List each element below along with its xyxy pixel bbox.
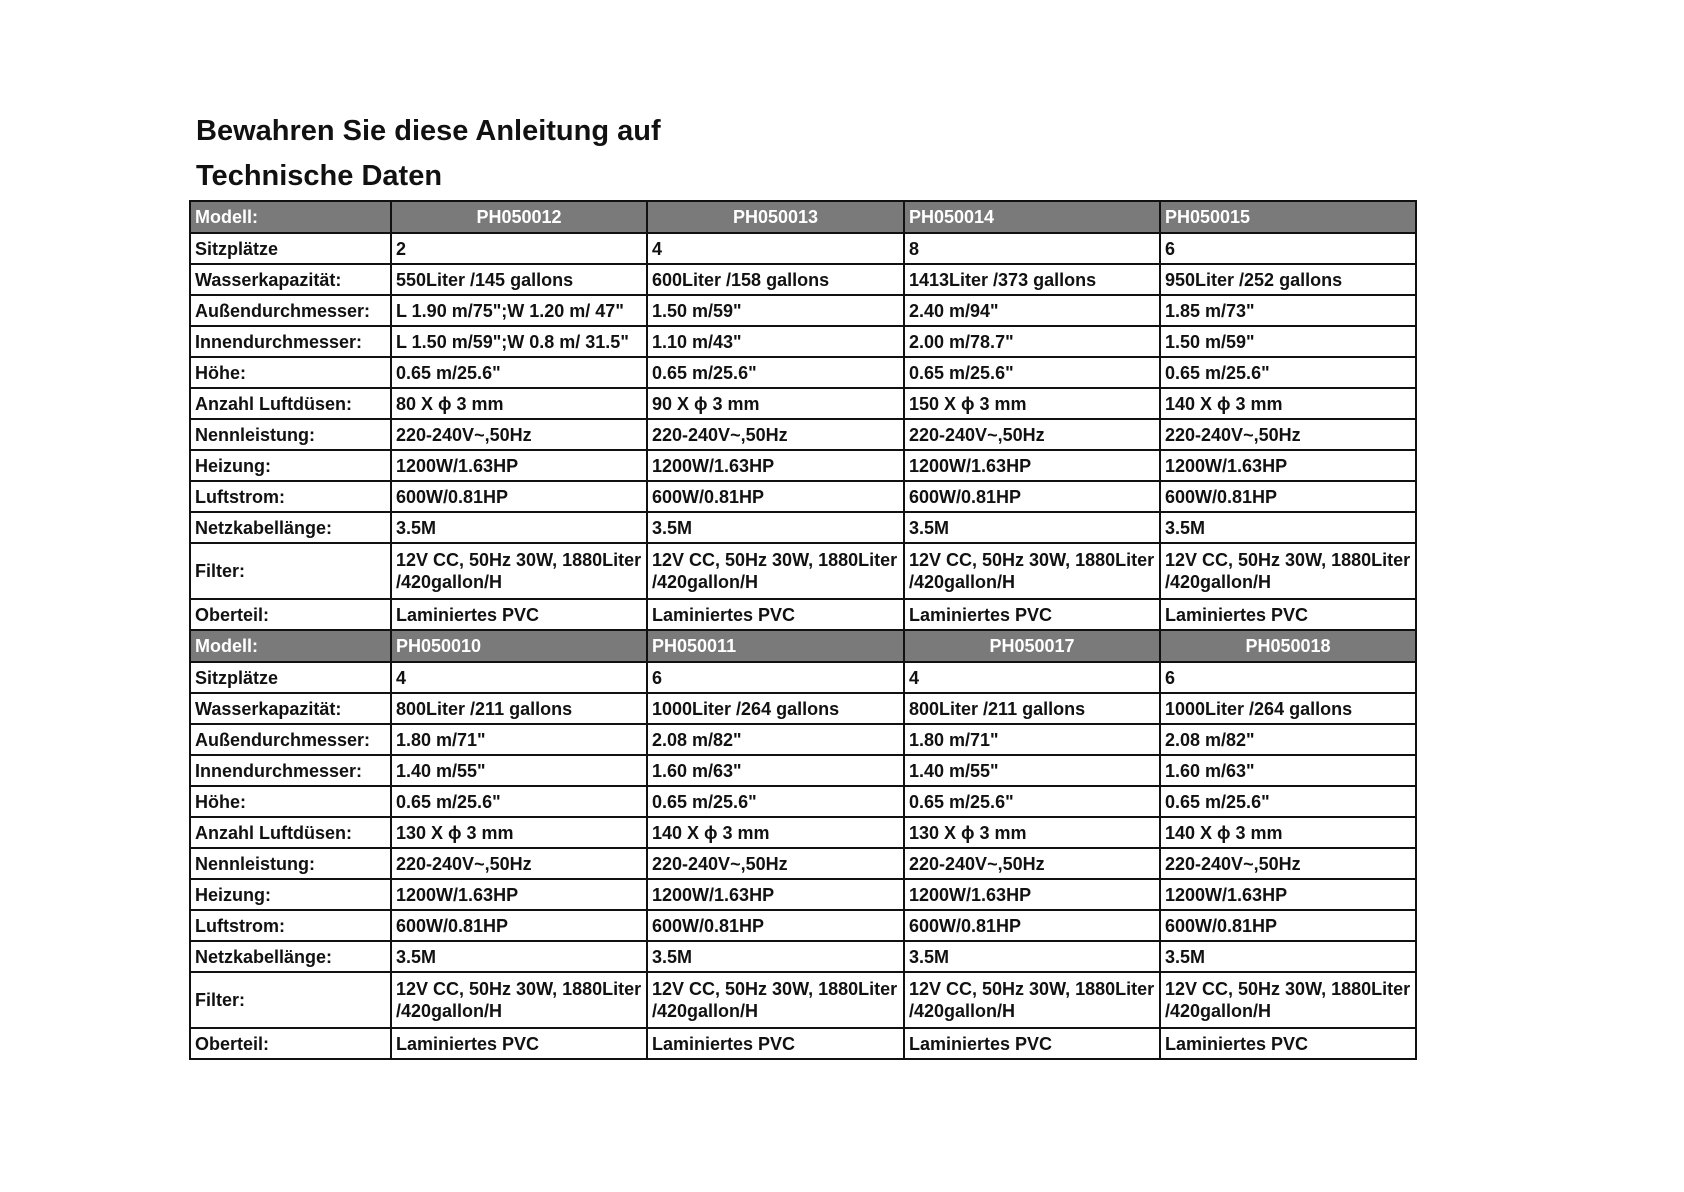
table-cell: 12V CC, 50Hz 30W, 1880Liter /420gallon/H [647, 543, 904, 599]
row-label: Modell: [190, 630, 391, 662]
table-row [190, 599, 1416, 630]
table-row [190, 326, 1416, 357]
table-cell: 1.40 m/55" [904, 755, 1160, 786]
table-row [190, 786, 1416, 817]
table-row [190, 941, 1416, 972]
row-label: Anzahl Luftdüsen: [190, 817, 391, 848]
table-cell: 1200W/1.63HP [391, 879, 647, 910]
table-row [190, 848, 1416, 879]
table-cell: 220-240V~,50Hz [647, 848, 904, 879]
table-cell: Laminiertes PVC [647, 599, 904, 630]
row-label: Oberteil: [190, 599, 391, 630]
table-cell: 600W/0.81HP [647, 910, 904, 941]
table-row [190, 264, 1416, 295]
table-cell: 1.80 m/71" [391, 724, 647, 755]
table-cell: 0.65 m/25.6" [1160, 357, 1416, 388]
table-cell: 220-240V~,50Hz [391, 848, 647, 879]
table-cell: 1000Liter /264 gallons [1160, 693, 1416, 724]
row-label: Heizung: [190, 450, 391, 481]
table-cell: 600Liter /158 gallons [647, 264, 904, 295]
row-label: Außendurchmesser: [190, 295, 391, 326]
table-cell: 0.65 m/25.6" [904, 357, 1160, 388]
model-name: PH050015 [1160, 201, 1416, 233]
table-cell: 3.5M [1160, 512, 1416, 543]
model-name: PH050013 [647, 201, 904, 233]
table-cell: 1200W/1.63HP [391, 450, 647, 481]
table-cell: 220-240V~,50Hz [1160, 419, 1416, 450]
table-cell: 12V CC, 50Hz 30W, 1880Liter /420gallon/H [904, 972, 1160, 1028]
table-cell: Laminiertes PVC [391, 1028, 647, 1059]
row-label: Netzkabellänge: [190, 941, 391, 972]
table-cell: 220-240V~,50Hz [647, 419, 904, 450]
table-cell: 1200W/1.63HP [904, 450, 1160, 481]
table-cell: 12V CC, 50Hz 30W, 1880Liter /420gallon/H [1160, 972, 1416, 1028]
table-cell: 3.5M [391, 941, 647, 972]
table-cell: 1200W/1.63HP [647, 450, 904, 481]
table-cell: 3.5M [1160, 941, 1416, 972]
table-row [190, 512, 1416, 543]
table-cell: Laminiertes PVC [647, 1028, 904, 1059]
table-cell: 550Liter /145 gallons [391, 264, 647, 295]
row-label: Wasserkapazität: [190, 264, 391, 295]
table-cell: 6 [1160, 233, 1416, 264]
table-cell: 0.65 m/25.6" [391, 786, 647, 817]
table-cell: 140 X ϕ 3 mm [1160, 388, 1416, 419]
model-name: PH050011 [647, 630, 904, 662]
table-cell: Laminiertes PVC [904, 1028, 1160, 1059]
row-label: Filter: [190, 543, 391, 599]
table-row [190, 450, 1416, 481]
row-label: Oberteil: [190, 1028, 391, 1059]
model-name: PH050014 [904, 201, 1160, 233]
table-cell: 80 X ϕ 3 mm [391, 388, 647, 419]
table-cell: 3.5M [647, 941, 904, 972]
table-row [190, 388, 1416, 419]
table-cell: Laminiertes PVC [904, 599, 1160, 630]
table-row [190, 817, 1416, 848]
row-label: Nennleistung: [190, 848, 391, 879]
table-cell: 12V CC, 50Hz 30W, 1880Liter /420gallon/H [391, 972, 647, 1028]
table-cell: 800Liter /211 gallons [391, 693, 647, 724]
table-row [190, 419, 1416, 450]
table-cell: Laminiertes PVC [1160, 599, 1416, 630]
row-label: Modell: [190, 201, 391, 233]
table-cell: 220-240V~,50Hz [904, 848, 1160, 879]
table-row [190, 357, 1416, 388]
table-cell: 6 [647, 662, 904, 693]
table-cell: 140 X ϕ 3 mm [647, 817, 904, 848]
table-cell: 3.5M [391, 512, 647, 543]
table-cell: 4 [904, 662, 1160, 693]
table-cell: 600W/0.81HP [1160, 910, 1416, 941]
table-cell: 600W/0.81HP [904, 481, 1160, 512]
model-header-row [190, 201, 1416, 233]
table-cell: 600W/0.81HP [1160, 481, 1416, 512]
table-cell: 0.65 m/25.6" [391, 357, 647, 388]
table-cell: 2.00 m/78.7" [904, 326, 1160, 357]
table-cell: 2.08 m/82" [1160, 724, 1416, 755]
row-label: Außendurchmesser: [190, 724, 391, 755]
page-title: Bewahren Sie diese Anleitung auf [196, 115, 661, 147]
table-cell: 1.50 m/59" [1160, 326, 1416, 357]
table-cell: 0.65 m/25.6" [904, 786, 1160, 817]
table-cell: 4 [647, 233, 904, 264]
table-row [190, 879, 1416, 910]
table-cell: 6 [1160, 662, 1416, 693]
row-label: Heizung: [190, 879, 391, 910]
table-cell: 600W/0.81HP [391, 910, 647, 941]
table-cell: 12V CC, 50Hz 30W, 1880Liter /420gallon/H [1160, 543, 1416, 599]
table-cell: 4 [391, 662, 647, 693]
table-cell: 2 [391, 233, 647, 264]
table-cell: 1000Liter /264 gallons [647, 693, 904, 724]
table-row [190, 755, 1416, 786]
table-cell: 12V CC, 50Hz 30W, 1880Liter /420gallon/H [647, 972, 904, 1028]
model-name: PH050017 [904, 630, 1160, 662]
table-cell: 90 X ϕ 3 mm [647, 388, 904, 419]
table-cell: 130 X ϕ 3 mm [904, 817, 1160, 848]
table-row [190, 1028, 1416, 1059]
row-label: Netzkabellänge: [190, 512, 391, 543]
table-cell: Laminiertes PVC [1160, 1028, 1416, 1059]
table-row [190, 693, 1416, 724]
table-cell: 1.80 m/71" [904, 724, 1160, 755]
row-label: Anzahl Luftdüsen: [190, 388, 391, 419]
table-cell: 1.85 m/73" [1160, 295, 1416, 326]
row-label: Sitzplätze [190, 662, 391, 693]
table-cell: 1200W/1.63HP [1160, 879, 1416, 910]
row-label: Höhe: [190, 786, 391, 817]
table-cell: L 1.90 m/75";W 1.20 m/ 47" [391, 295, 647, 326]
table-cell: 1.50 m/59" [647, 295, 904, 326]
table-cell: 150 X ϕ 3 mm [904, 388, 1160, 419]
table-cell: 1.40 m/55" [391, 755, 647, 786]
table-cell: 220-240V~,50Hz [391, 419, 647, 450]
row-label: Luftstrom: [190, 481, 391, 512]
table-cell: 1.10 m/43" [647, 326, 904, 357]
table-row [190, 724, 1416, 755]
table-cell: 3.5M [904, 941, 1160, 972]
table-cell: 950Liter /252 gallons [1160, 264, 1416, 295]
table-cell: 12V CC, 50Hz 30W, 1880Liter /420gallon/H [391, 543, 647, 599]
table-cell: 3.5M [647, 512, 904, 543]
table-cell: 8 [904, 233, 1160, 264]
table-cell: 600W/0.81HP [904, 910, 1160, 941]
table-cell: 220-240V~,50Hz [904, 419, 1160, 450]
row-label: Nennleistung: [190, 419, 391, 450]
model-name: PH050010 [391, 630, 647, 662]
table-row [190, 910, 1416, 941]
table-cell: 2.08 m/82" [647, 724, 904, 755]
table-row [190, 481, 1416, 512]
table-cell: 140 X ϕ 3 mm [1160, 817, 1416, 848]
table-row [190, 972, 1416, 1028]
table-row [190, 662, 1416, 693]
table-cell: 0.65 m/25.6" [1160, 786, 1416, 817]
section-title: Technische Daten [196, 160, 443, 192]
table-cell: 220-240V~,50Hz [1160, 848, 1416, 879]
row-label: Innendurchmesser: [190, 326, 391, 357]
table-cell: 1200W/1.63HP [904, 879, 1160, 910]
model-name: PH050012 [391, 201, 647, 233]
row-label: Höhe: [190, 357, 391, 388]
model-name: PH050018 [1160, 630, 1416, 662]
table-cell: 130 X ϕ 3 mm [391, 817, 647, 848]
table-cell: 1200W/1.63HP [1160, 450, 1416, 481]
table-cell: 1413Liter /373 gallons [904, 264, 1160, 295]
table-cell: 600W/0.81HP [391, 481, 647, 512]
row-label: Wasserkapazität: [190, 693, 391, 724]
table-cell: 12V CC, 50Hz 30W, 1880Liter /420gallon/H [904, 543, 1160, 599]
table-row [190, 233, 1416, 264]
table-cell: 800Liter /211 gallons [904, 693, 1160, 724]
table-cell: 600W/0.81HP [647, 481, 904, 512]
table-cell: 1.60 m/63" [647, 755, 904, 786]
table-cell: 0.65 m/25.6" [647, 357, 904, 388]
table-row [190, 295, 1416, 326]
row-label: Filter: [190, 972, 391, 1028]
table-cell: Laminiertes PVC [391, 599, 647, 630]
row-label: Sitzplätze [190, 233, 391, 264]
table-cell: 0.65 m/25.6" [647, 786, 904, 817]
row-label: Luftstrom: [190, 910, 391, 941]
row-label: Innendurchmesser: [190, 755, 391, 786]
table-cell: 2.40 m/94" [904, 295, 1160, 326]
table-cell: 1200W/1.63HP [647, 879, 904, 910]
table-row [190, 543, 1416, 599]
table-cell: 3.5M [904, 512, 1160, 543]
model-header-row [190, 630, 1416, 662]
table-cell: 1.60 m/63" [1160, 755, 1416, 786]
table-cell: L 1.50 m/59";W 0.8 m/ 31.5" [391, 326, 647, 357]
spec-table [189, 200, 1417, 1060]
